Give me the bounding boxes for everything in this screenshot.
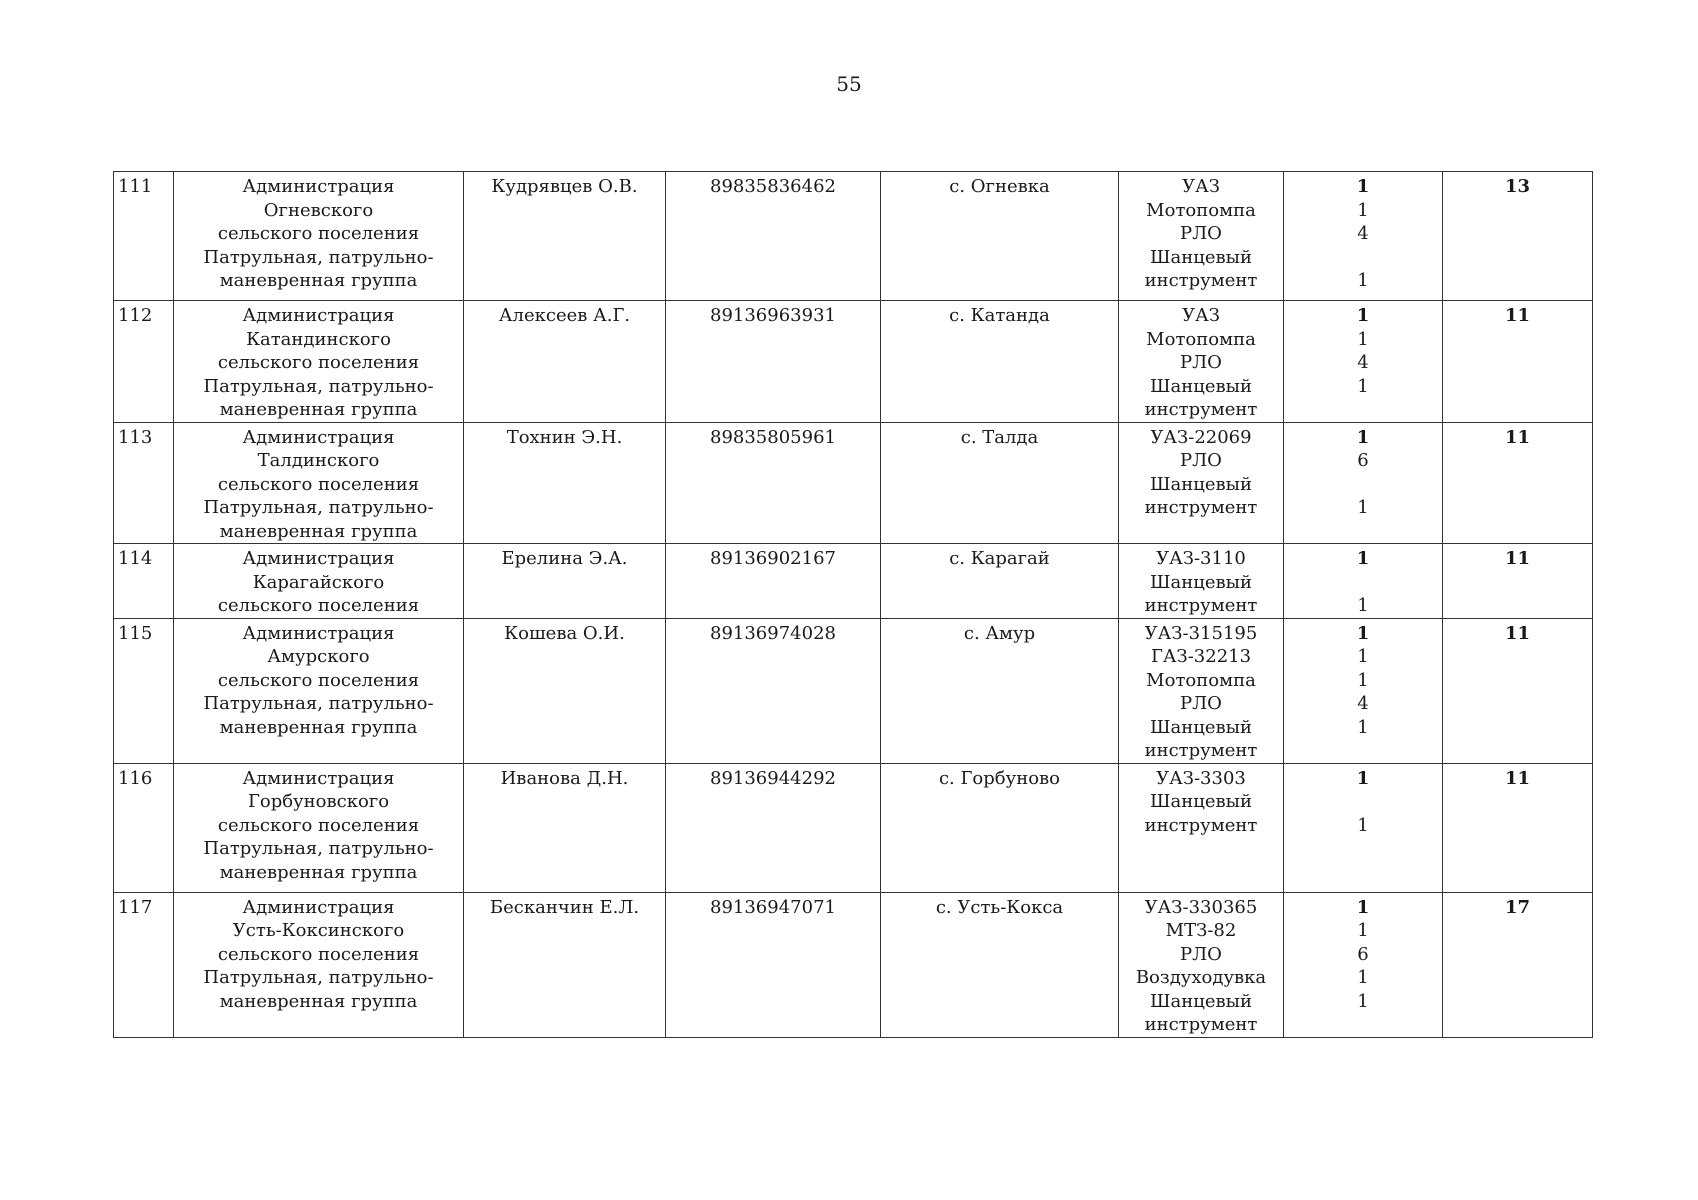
equipment-cell-line: Шанцевый [1150,375,1252,397]
quantity-cell-line: 1 [1357,669,1369,691]
equipment-cell-line: инструмент [1144,1014,1258,1035]
table-row [114,892,1593,1037]
phone-cell: 89136902167 [666,544,881,619]
equipment-cell-line: Шанцевый [1150,990,1252,1012]
organization-cell-line: Администрация [242,548,395,569]
phone-cell: 89835836462 [666,172,881,301]
row-number-cell: 111 [114,172,174,301]
equipment-cell-line: Шанцевый [1150,571,1252,593]
equipment-cell-line: РЛО [1180,352,1222,373]
row-number-cell: 114 [114,544,174,619]
organization-cell-line: Усть-Коксинского [232,920,405,941]
personnel-total-cell: 13 [1443,172,1593,301]
equipment-cell [1119,892,1284,1037]
row-number-cell: 116 [114,763,174,892]
equipment-cell-line: РЛО [1180,450,1222,471]
quantity-cell-line: 1 [1357,199,1369,221]
organization-cell-line: маневренная группа [219,520,418,542]
quantity-cell [1284,422,1443,544]
organization-cell [174,172,464,301]
quantity-cell [1284,618,1443,763]
equipment-cell-line: инструмент [1144,814,1258,836]
organization-cell-line: Патрульная, патрульно- [203,693,434,714]
organization-cell-line: сельского поселения [217,352,420,373]
quantity-cell [1284,763,1443,892]
quantity-cell-line: 4 [1357,693,1369,714]
responsible-person-cell: Бесканчин Е.Л. [464,892,666,1037]
equipment-cell-line: УАЗ [1182,305,1220,326]
personnel-total-cell: 11 [1443,301,1593,423]
quantity-cell-line: 1 [1357,270,1369,291]
responsible-person-cell: Кошева О.И. [464,618,666,763]
organization-cell [174,892,464,1037]
organization-cell-line: сельского поселения [217,943,420,965]
organization-cell-line: маневренная группа [219,399,418,420]
organization-cell [174,544,464,619]
organization-cell-line: сельского поселения [217,814,420,836]
quantity-cell-line [1288,571,1438,595]
quantity-cell-line: 1 [1356,176,1370,197]
table-row [114,618,1593,763]
phone-cell: 89136947071 [666,892,881,1037]
quantity-cell-line: 4 [1357,223,1369,244]
organization-cell-line: Патрульная, патрульно- [203,838,434,859]
quantity-cell-line: 1 [1356,548,1370,569]
equipment-cell-line: Шанцевый [1150,791,1252,812]
equipment-cell-line: ГАЗ-32213 [1150,646,1252,667]
quantity-cell-line: 1 [1357,595,1369,616]
personnel-total-cell: 11 [1443,763,1593,892]
row-number-cell: 113 [114,422,174,544]
organization-cell-line: Амурского [267,646,370,667]
phone-cell: 89136944292 [666,763,881,892]
organization-cell-line: Администрация [242,305,395,326]
quantity-cell-line: 1 [1356,305,1370,326]
quantity-cell-line: 1 [1356,767,1370,789]
equipment-cell-line: МТЗ-82 [1165,920,1237,941]
equipment-cell-line: Шанцевый [1150,246,1252,268]
organization-cell-line: Администрация [242,622,395,644]
settlement-cell: с. Талда [881,422,1119,544]
equipment-cell-line: Воздуходувка [1135,967,1267,988]
equipment-cell-line: Мотопомпа [1146,199,1256,221]
settlement-cell: с. Горбуново [881,763,1119,892]
equipment-cell-line: Шанцевый [1150,716,1252,738]
equipment-cell-line: УАЗ-315195 [1144,622,1258,644]
organization-cell-line: Карагайского [252,571,385,593]
equipment-cell [1119,422,1284,544]
organization-cell-line: Горбуновского [247,791,390,812]
organization-cell [174,763,464,892]
organization-cell-line: сельского поселения [217,223,420,244]
equipment-cell-line: УАЗ-22069 [1150,426,1252,448]
organization-cell-line: Катандинского [246,328,391,350]
quantity-cell-line [1288,739,1438,763]
equipment-cell-line: РЛО [1180,943,1222,965]
quantity-cell-line: 1 [1357,328,1369,350]
equipment-cell [1119,544,1284,619]
quantity-cell-line: 1 [1357,646,1369,667]
registry-table [113,171,1593,1038]
quantity-cell-line: 1 [1357,920,1369,941]
quantity-cell-line: 1 [1357,375,1369,397]
quantity-cell-line: 1 [1356,896,1370,918]
quantity-cell [1284,301,1443,423]
equipment-cell-line: инструмент [1144,270,1258,291]
quantity-cell-line [1288,473,1438,497]
equipment-cell-line: РЛО [1180,693,1222,714]
quantity-cell-line [1288,1013,1438,1037]
row-number-cell: 115 [114,618,174,763]
quantity-cell-line: 1 [1357,814,1369,836]
organization-cell-line: Патрульная, патрульно- [203,375,434,397]
equipment-cell-line: УАЗ-3303 [1156,767,1246,789]
equipment-cell-line: Шанцевый [1150,473,1252,495]
personnel-total-cell: 17 [1443,892,1593,1037]
equipment-cell-line: инструмент [1144,740,1258,761]
quantity-cell [1284,544,1443,619]
organization-cell-line: Патрульная, патрульно- [203,967,434,988]
equipment-cell-line: инструмент [1144,595,1258,616]
organization-cell-line: Администрация [242,176,395,197]
table-row [114,763,1593,892]
organization-cell-line: сельского поселения [217,595,420,616]
organization-cell-line: маневренная группа [219,990,418,1012]
phone-cell: 89136963931 [666,301,881,423]
equipment-cell [1119,763,1284,892]
table-row [114,544,1593,619]
quantity-cell-line [1288,246,1438,270]
row-number-cell: 112 [114,301,174,423]
quantity-cell-line: 1 [1356,622,1370,644]
quantity-cell-line [1288,398,1438,422]
organization-cell [174,618,464,763]
quantity-cell-line: 1 [1356,426,1370,448]
equipment-cell-line: УАЗ-330365 [1144,896,1258,918]
organization-cell-line: маневренная группа [219,861,418,883]
equipment-cell [1119,172,1284,301]
settlement-cell: с. Катанда [881,301,1119,423]
organization-cell-line: маневренная группа [219,270,418,291]
organization-cell-line: сельского поселения [217,473,420,495]
responsible-person-cell: Кудрявцев О.В. [464,172,666,301]
personnel-total-cell: 11 [1443,544,1593,619]
table-body [114,172,1593,1038]
page-number: 55 [836,72,862,96]
organization-cell-line: Администрация [242,896,395,918]
organization-cell-line: Патрульная, патрульно- [203,497,434,518]
personnel-total-cell: 11 [1443,422,1593,544]
table-row [114,172,1593,301]
organization-cell-line: сельского поселения [217,669,420,691]
organization-cell-line: Огневского [263,199,374,221]
quantity-cell-line: 6 [1357,943,1369,965]
quantity-cell-line: 4 [1357,352,1369,373]
table-row [114,301,1593,423]
settlement-cell: с. Амур [881,618,1119,763]
quantity-cell [1284,172,1443,301]
settlement-cell: с. Огневка [881,172,1119,301]
quantity-cell-line: 1 [1357,497,1369,518]
table-row [114,422,1593,544]
settlement-cell: с. Усть-Кокса [881,892,1119,1037]
responsible-person-cell: Иванова Д.Н. [464,763,666,892]
personnel-total-cell: 11 [1443,618,1593,763]
equipment-cell [1119,301,1284,423]
organization-cell-line: Администрация [242,767,395,789]
quantity-cell-line: 1 [1357,990,1369,1012]
organization-cell-line: Талдинского [257,450,380,471]
equipment-cell-line: Мотопомпа [1146,328,1256,350]
quantity-cell-line: 6 [1357,450,1369,471]
phone-cell: 89136974028 [666,618,881,763]
quantity-cell [1284,892,1443,1037]
equipment-cell-line: РЛО [1180,223,1222,244]
responsible-person-cell: Алексеев А.Г. [464,301,666,423]
phone-cell: 89835805961 [666,422,881,544]
equipment-cell-line: инструмент [1144,399,1258,420]
organization-cell [174,422,464,544]
responsible-person-cell: Ерелина Э.А. [464,544,666,619]
equipment-cell-line: УАЗ [1182,176,1220,197]
equipment-cell-line: инструмент [1144,497,1258,518]
equipment-cell-line: Мотопомпа [1146,669,1256,691]
equipment-cell-line: УАЗ-3110 [1156,548,1246,569]
quantity-cell-line: 1 [1357,967,1369,988]
organization-cell-line: маневренная группа [219,716,418,738]
organization-cell-line: Администрация [242,426,395,448]
settlement-cell: с. Карагай [881,544,1119,619]
organization-cell [174,301,464,423]
row-number-cell: 117 [114,892,174,1037]
quantity-cell-line [1288,790,1438,814]
quantity-cell-line: 1 [1357,716,1369,738]
organization-cell-line: Патрульная, патрульно- [203,246,434,268]
equipment-cell [1119,618,1284,763]
responsible-person-cell: Тохнин Э.Н. [464,422,666,544]
